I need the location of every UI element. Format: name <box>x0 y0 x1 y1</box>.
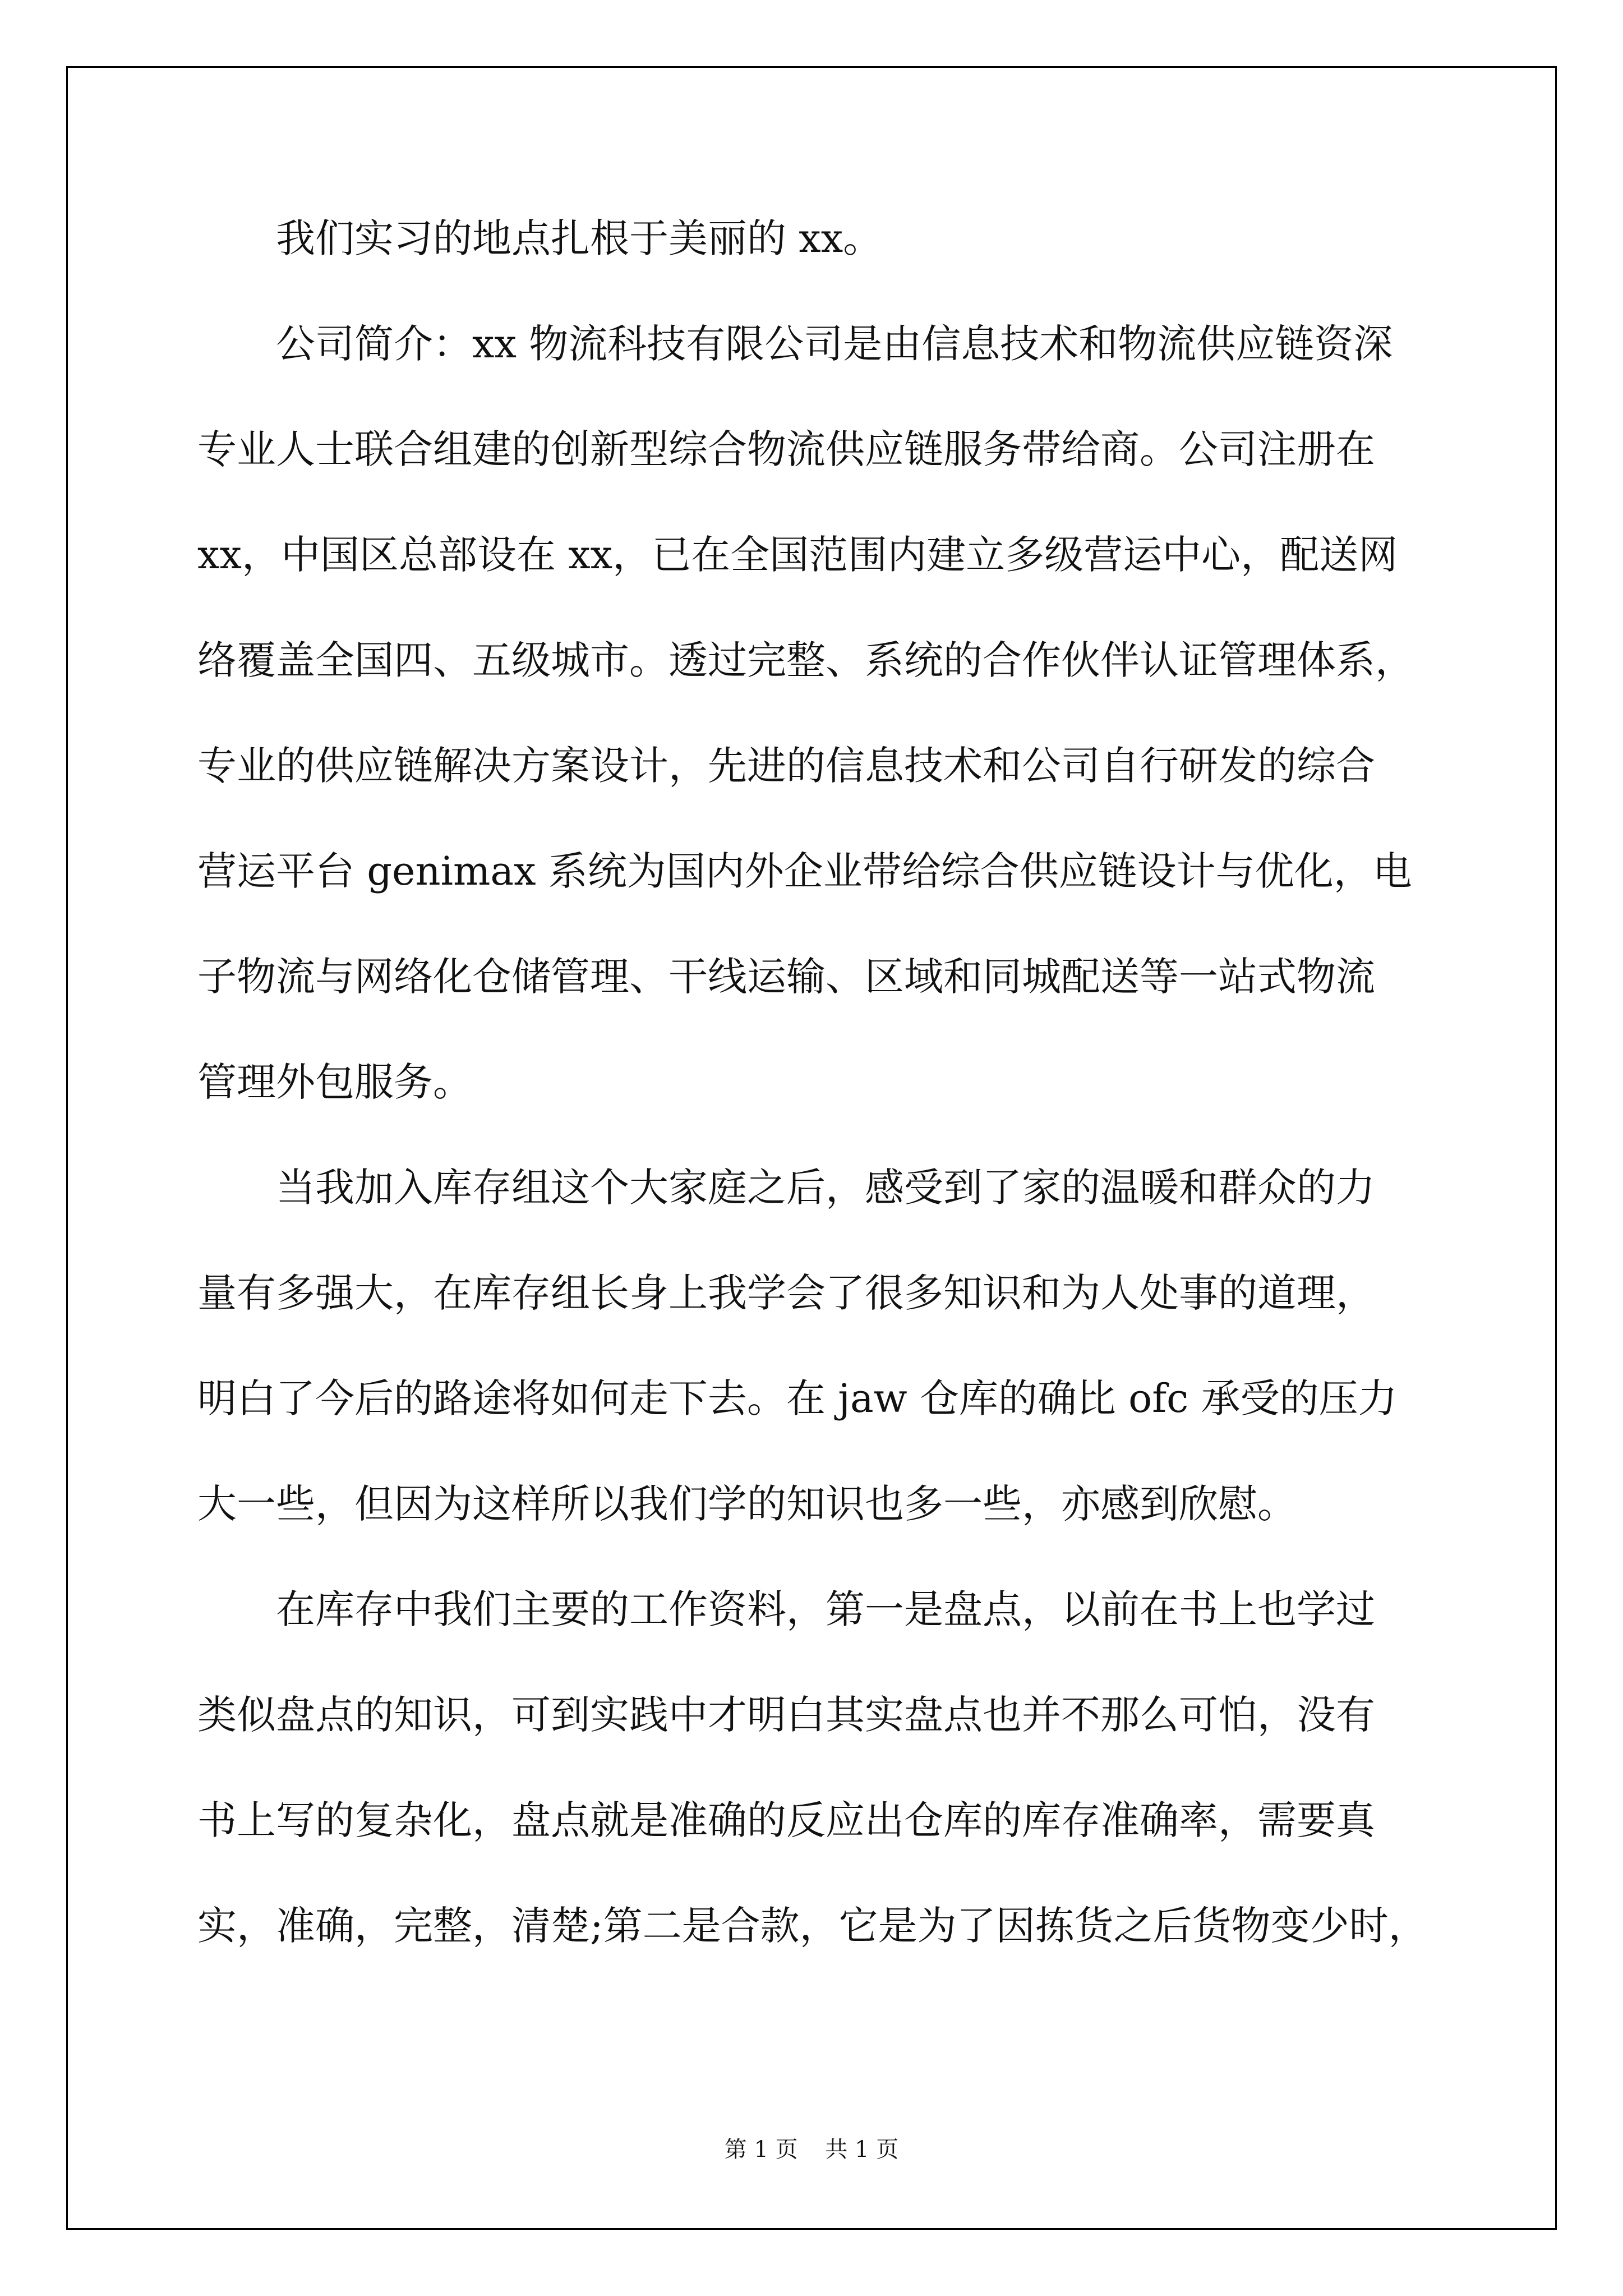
paragraph-line: 量有多强大，在库存组长身上我学会了很多知识和为人处事的道理， <box>197 1270 1375 1316</box>
paragraph-line: 络覆盖全国四、五级城市。透过完整、系统的合作伙伴认证管理体系， <box>197 637 1414 683</box>
paragraph-line: 专业人士联合组建的创新型综合物流供应链服务带给商。公司注册在 <box>197 426 1375 472</box>
page-total: 共 1 页 <box>825 2137 899 2162</box>
page-number: 第 1 页 <box>724 2137 798 2162</box>
paragraph-line: 营运平台 genimax 系统为国内外企业带给综合供应链设计与优化，电 <box>197 848 1412 894</box>
paragraph-line: 类似盘点的知识，可到实践中才明白其实盘点也并不那么可怕，没有 <box>197 1692 1375 1738</box>
paragraph-line: 实，准确，完整，清楚;第二是合款，它是为了因拣货之后货物变少时， <box>197 1903 1428 1949</box>
paragraph-line: 在库存中我们主要的工作资料，第一是盘点，以前在书上也学过 <box>276 1586 1375 1632</box>
paragraph-line: 管理外包服务。 <box>197 1059 472 1105</box>
paragraph-line: 当我加入库存组这个大家庭之后，感受到了家的温暖和群众的力 <box>276 1165 1375 1211</box>
paragraph-line: 公司简介：xx 物流科技有限公司是由信息技术和物流供应链资深 <box>276 321 1393 367</box>
paragraph-line: 书上写的复杂化，盘点就是准确的反应出仓库的库存准确率，需要真 <box>197 1797 1375 1843</box>
paragraph-line: 大一些，但因为这样所以我们学的知识也多一些，亦感到欣慰。 <box>197 1481 1297 1527</box>
paragraph-line: 专业的供应链解决方案设计，先进的信息技术和公司自行研发的综合 <box>197 743 1375 789</box>
paragraph-line: 我们实习的地点扎根于美丽的 xx。 <box>276 215 883 261</box>
paragraph-line: xx，中国区总部设在 xx，已在全国范围内建立多级营运中心，配送网 <box>197 532 1398 578</box>
paragraph-line: 子物流与网络化仓储管理、干线运输、区域和同城配送等一站式物流 <box>197 954 1375 1000</box>
page-footer <box>0 2132 1623 2164</box>
paragraph-line: 明白了今后的路途将如何走下去。在 jaw 仓库的确比 ofc 承受的压力 <box>197 1375 1398 1421</box>
